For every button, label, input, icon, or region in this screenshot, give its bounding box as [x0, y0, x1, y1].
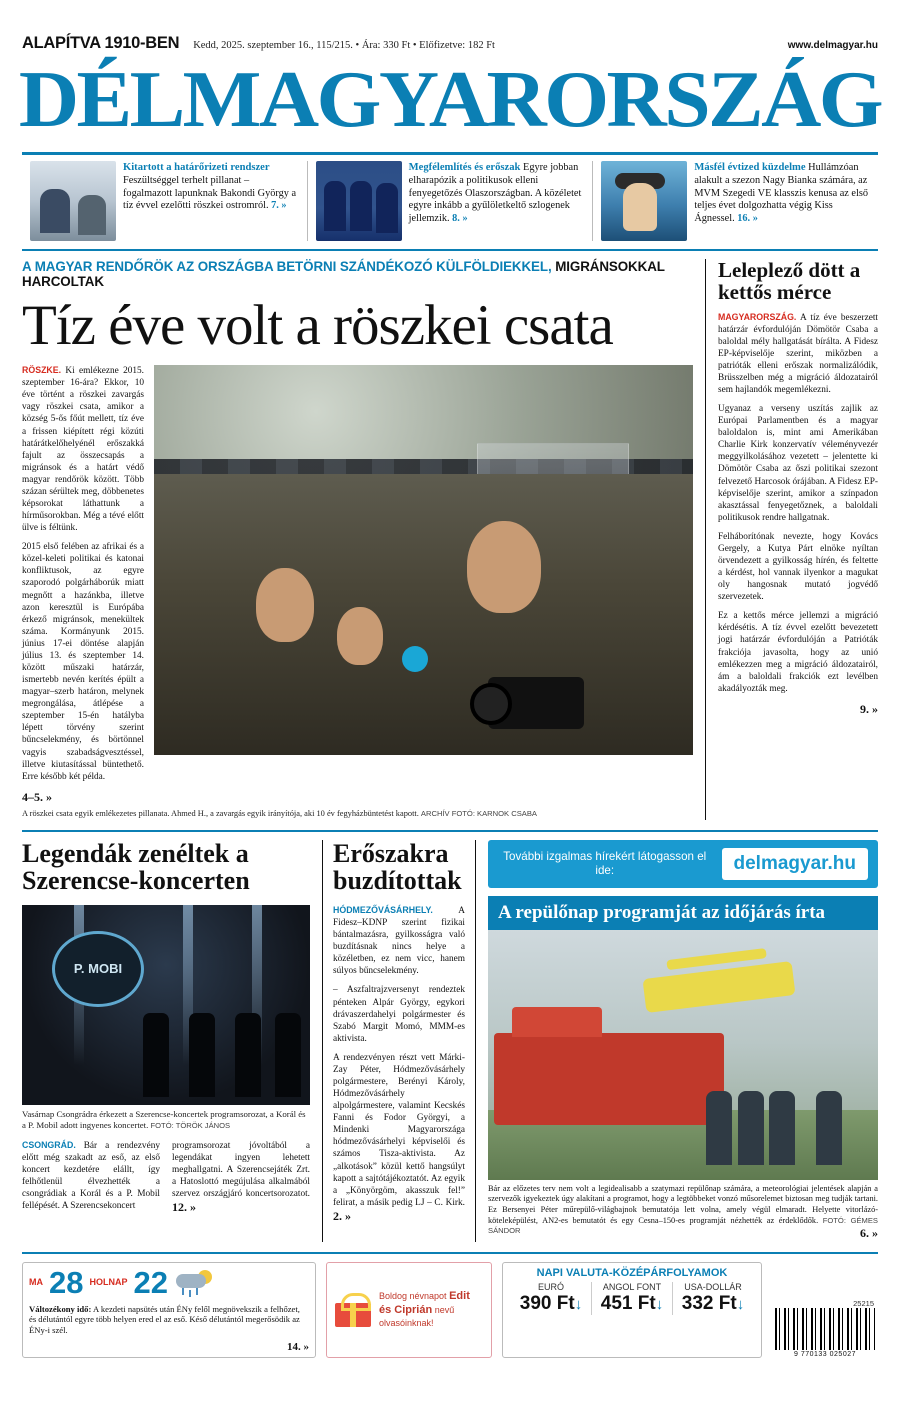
musician-silhouette-4	[275, 1013, 301, 1097]
teaser-strip	[22, 155, 878, 251]
protester-face-2	[256, 568, 314, 642]
lead-page-link-label: 4–5. »	[22, 789, 52, 804]
teaser-item-3[interactable]	[592, 161, 878, 241]
currency-value-usd	[673, 1293, 753, 1315]
currency-name-gbp: ANGOL FONT	[602, 1281, 662, 1292]
weather-summary-title: Változékony idő:	[29, 1303, 92, 1314]
footer-strip	[22, 1252, 878, 1358]
concert-paragraph-1-text: Bár a rendezvény előtt még szakadt az eső, az első koncert kezdetére elállt, így felhőtlenül élvezhették a csongrádiak a Korál és a P. Mobil fellépését. A Szerencsekoncert	[22, 1140, 161, 1212]
website-url[interactable]: www.delmagyar.hu	[787, 40, 878, 51]
lead-dateline: RÖSZKE.	[22, 365, 62, 376]
airshow-caption	[488, 1180, 878, 1241]
concert-page-link[interactable]: 12. »	[172, 1200, 196, 1215]
lead-photo	[154, 365, 693, 755]
promo-button[interactable]: delmagyar.hu	[722, 848, 869, 880]
nameday-names: Edit és Ciprián	[379, 1290, 470, 1317]
musician-silhouette-3	[235, 1013, 261, 1097]
currency-row	[511, 1282, 753, 1315]
currency-widget	[502, 1262, 762, 1358]
lead-paragraph-2: 2015 első felében az afrikai és a közel-keleti politikai és katonai konfliktusok, az egyre szaporodó polgárháborúk miatt megnőtt a hazánkba, illetve azon keresztül is Európába érkező migránsok, menekültek száma. Kormányunk 2015. június 17-ei döntése alapján július 13. és szeptember 14. között műszaki határzár, ismertebb nevén kerítés épült a magyar–szerb határon, melynek megrongálása, átlépése a szeptember 15-én hatályba lépett törvény szerint bűncselekmény, és börtönnel vagyis szabadságvesztéssel, illetve kiutasítással büntethető. Erre később két példa.	[22, 542, 144, 782]
currency-value-eur	[511, 1293, 591, 1315]
teaser-text-2	[409, 161, 585, 241]
lead-kicker-blue: A MAGYAR RENDŐRÖK AZ ORSZÁGBA BETÖRNI SZÁNDÉKOZÓ KÜLFÖLDIEKKEL,	[22, 259, 552, 274]
protester-face-1	[467, 521, 541, 613]
violence-paragraph-1	[333, 905, 465, 977]
rail-paragraph-1-text: A tíz éve beszerzett határzár évfordulóján Dömötör Csaba a baloldal mély hallgatását bírálta. A Fidesz EP-képviselője szerint, miközben a patrióták elleni erőszak normalizálódik, Brüsszelben még a migráció áldozatairól sem hajlandók megemlékezni.	[718, 312, 879, 395]
currency-trend-eur: ↓	[574, 1295, 583, 1313]
currency-value-usd-text: 332 Ft	[681, 1292, 737, 1314]
weather-page-link-label: 14. »	[287, 1340, 309, 1353]
currency-value-gbp-text: 451 Ft	[600, 1292, 656, 1314]
weather-top-row	[23, 1263, 315, 1302]
lead-kicker-black: MIGRÁNSOKKAL HARCOLTAK	[22, 259, 665, 289]
rail-paragraph-2: Ugyanaz a verseny uszítás zajlik az Európai Parlamentben és a magyar baloldalon is, mint ami Amerikában Charlie Kirk konzervatív véleményvezér meggyilkolásához vezetett – jelentette ki Dömötör Csaba az őszi politikai szezont felvezető Harcosok órájában. A Fidesz EP-képviselője szerint, amikor a színpadon akasztással fenyegetőznek, a baloldali politikusok rendre hallgatnak.	[718, 404, 878, 523]
weather-tomorrow-label: HOLNAP	[89, 1277, 128, 1288]
concert-dateline: CSONGRÁD.	[22, 1139, 76, 1150]
right-rail-story	[705, 259, 878, 820]
lower-section	[22, 830, 878, 1242]
teaser-title-2: Megfélemlítés és erőszak	[408, 162, 521, 173]
concert-headline: Legendák zenéltek a Szerencse-koncerten	[22, 838, 250, 896]
violence-page-link[interactable]: 2. »	[333, 1208, 351, 1223]
barcode-block	[772, 1262, 878, 1358]
rail-headline: Leleplező dött a kettős mérce	[718, 258, 861, 305]
nameday-text	[379, 1290, 485, 1329]
rail-page-link[interactable]	[718, 702, 878, 717]
gift-icon	[333, 1291, 373, 1329]
teaser-title-3: Másfél évtized küzdelme	[694, 162, 806, 173]
teaser-thumbnail-1	[30, 161, 116, 241]
violence-headline: Erőszakra buzdítottak	[333, 838, 462, 896]
lead-paragraph-1	[22, 365, 144, 534]
weather-summary-text: A kezdeti napsütés után ÉNy felől megnövekszik a felhőzet, és délutántól egyre több helyen ered el az eső. Késő délutántól megerősödik az ÉNy-i szél.	[29, 1303, 300, 1336]
violence-body	[333, 905, 465, 1224]
microphone-icon	[402, 646, 428, 672]
currency-cell-gbp	[591, 1282, 672, 1315]
band-logo	[52, 931, 144, 1007]
teaser-item-2[interactable]	[307, 161, 593, 241]
lead-text-column	[22, 365, 144, 805]
currency-name-eur: EURÓ	[537, 1281, 564, 1292]
spectator-2	[738, 1091, 764, 1165]
concert-photo	[22, 905, 310, 1105]
concert-body	[22, 1132, 310, 1221]
violence-paragraph-2: – Aszfaltrajzversenyt rendeztek pénteken Alpár György, egykori drávaszerdahelyi polgármester és Szabó Margit Momó, MMM-es aktivista.	[333, 985, 465, 1044]
violence-paragraph-3-text: A rendezvényen részt vett Márki-Zay Péter, Hódmezővásárhely polgármestere, Berényi Károly, Hódmezővásárhely alpolgármestere, valamint Kecskés Fanni és Fodor Györgyi, a Mindenki Magyarországa hódmezővásárhelyi képviselői és számos Tisza-aktivista. Az „alkotások” közül kettő hangsúlyt kapott a sajtótájékoztatót. Az egyik a „Könyörgöm, akasszuk fel!” felirat, a másik pedig LJ – C. Kirk.	[333, 1052, 465, 1208]
barcode-icon	[775, 1308, 875, 1350]
lead-paragraph-1-text: Ki emlékezne 2015. szeptember 16-ára? Ekkor, 10 éve történt a röszkei zavargás vagy röszkei csata, amikor a község 5-ős főút mellett, tíz éve a frissen kiépített régi közúti határátkelőhelyénél erőszakká fajult az összecsapás a migránsok és a határt védő magyar rendőrök között. Több százan sérültek meg, döbbenetes képsorokat láthattunk a hírműsorokban. Még a tévé előtt ülve is féltünk.	[22, 366, 144, 534]
concert-story	[22, 840, 323, 1242]
rail-page-link-label: 9. »	[860, 701, 878, 716]
concert-paragraph-2	[172, 1140, 310, 1216]
concert-paragraph-2-text: programsorozat jóvoltából a legendákat ingyen lehetett meghallgatni. A Szerencsejáték Zrt. a Hatoslottó megújulása alkalmából szervez országjáró koncertsorozatot.	[172, 1140, 310, 1200]
teaser-text-3	[694, 161, 870, 241]
lead-photo-caption	[22, 805, 693, 820]
teaser-body-1: Feszültséggel terhelt pillanat – fogalmazott lapunknak Bakondi György a tíz évvel ezelőtti röszkei ostromról.	[123, 174, 297, 212]
nameday-greeting: Boldog névnapot	[379, 1291, 447, 1302]
lead-page-link[interactable]	[22, 790, 144, 806]
gift-bow	[341, 1293, 371, 1311]
rail-dateline: MAGYARORSZÁG.	[718, 311, 797, 322]
spectator-4	[816, 1091, 842, 1165]
weather-summary	[23, 1302, 315, 1341]
currency-value-gbp	[592, 1293, 672, 1315]
spectator-3	[769, 1091, 795, 1165]
cloud-sun-rain-icon	[174, 1268, 214, 1296]
lead-kicker	[22, 259, 693, 295]
lead-photo-credit: ARCHÍV FOTÓ: KARNOK CSABA	[420, 809, 537, 819]
teaser-body-2: Egyre jobban elharapózik a politikusok elleni fenyegetőzés Olaszországban. A közéletet egyre inkább a gyűlöletkeltő szlogenek jellemzik.	[408, 162, 582, 225]
currency-trend-gbp: ↓	[655, 1295, 664, 1313]
cloud-icon	[176, 1274, 206, 1288]
protester-face-3	[337, 607, 383, 665]
camera-icon	[488, 677, 584, 729]
teaser-page-3[interactable]: 16. »	[737, 213, 758, 225]
currency-title: NAPI VALUTA-KÖZÉPÁRFOLYAMOK	[536, 1266, 728, 1279]
teaser-page-1[interactable]: 7. »	[271, 200, 287, 212]
teaser-page-2[interactable]: 8. »	[452, 213, 468, 225]
lead-body-wrap	[22, 365, 693, 805]
weather-today-value: 28	[49, 1264, 84, 1300]
teaser-thumbnail-3	[601, 161, 687, 241]
nameday-widget	[326, 1262, 492, 1358]
musician-silhouette-1	[143, 1013, 169, 1097]
currency-name-usd: USA-DOLLÁR	[684, 1281, 742, 1292]
lead-story	[22, 259, 705, 820]
airshow-photo	[488, 930, 878, 1180]
concert-paragraph-1	[22, 1140, 160, 1212]
violence-story	[323, 840, 476, 1242]
teaser-thumbnail-2	[316, 161, 402, 241]
main-section	[22, 251, 878, 820]
musician-silhouette-2	[189, 1013, 215, 1097]
issue-info: Kedd, 2025. szeptember 16., 115/215. • Ára: 330 Ft • Előfizetve: 182 Ft	[193, 40, 495, 51]
lead-headline: Tíz éve volt a röszkei csata	[22, 294, 613, 357]
weather-today-label: MA	[29, 1277, 43, 1288]
currency-value-eur-text: 390 Ft	[519, 1292, 575, 1314]
airshow-page-link[interactable]: 6. »	[860, 1226, 878, 1241]
rain-icon	[182, 1288, 184, 1295]
teaser-title-1: Kitartott a határőrizeti rendszer	[123, 162, 270, 173]
barcode-number-text: 9 770133 025027	[794, 1350, 856, 1358]
crowd-mass	[154, 474, 693, 755]
teaser-body-3: Hullámzóan alakult a szezon Nagy Bianka számára, az MVM Szegedi VE klasszis kenusa az első teljes évet dolgozhatta végig Kiss Ágnessel.	[694, 162, 869, 225]
concert-photo-credit: FOTÓ: TÖRÖK JÁNOS	[150, 1121, 231, 1131]
barcode-issue-number: 25215	[853, 1298, 874, 1308]
weather-page-link[interactable]	[23, 1341, 315, 1357]
airshow-photo-credit: FOTÓ: GÉMES SÁNDOR	[488, 1215, 878, 1236]
lead-photo-caption-text: A röszkei csata egyik emlékezetes pillanata. Ahmed H., a zavargás egyik irányítója, aki 10 év fegyházbüntetést kapott.	[22, 809, 419, 819]
rail-paragraph-1	[718, 312, 878, 397]
teaser-text-1	[123, 161, 299, 241]
weather-tomorrow-value: 22	[133, 1264, 168, 1300]
airshow-block	[476, 840, 878, 1242]
promo-text: További izgalmas hírekért látogasson el ide:	[503, 849, 707, 877]
founded-label: ALAPÍTVA 1910-BEN	[22, 34, 180, 52]
rail-paragraph-3: Felháborítónak nevezte, hogy Kovács Gergely, a Kutya Párt elnöke nyíltan örvendezett a gyilkosság hírén, és feltette a kérdést, hol vannak ilyenkor a magukat oly hangosnak mutató jogvédő szervezetek.	[718, 531, 878, 603]
currency-trend-usd: ↓	[736, 1295, 745, 1313]
weather-widget	[22, 1262, 316, 1358]
spectator-1	[706, 1091, 732, 1165]
violence-paragraph-3	[333, 1052, 465, 1225]
masthead-top	[0, 0, 900, 53]
violence-dateline: HÓDMEZŐVÁSÁRHELY.	[333, 904, 433, 915]
airshow-caption-text: Bár az előzetes terv nem volt a legidealisabb a szatymazi repülőnap számára, a meteorológiai jelentések alapján a szervezők igyekeztek úgy alakítani a programot, hogy a legtöbbeket vonzó műsorelemet biztosan meg tudják tartani. Ez Bersenyei Péter műrepülő-világbajnok bemutatója lett volna, amely végül elmaradt. Helyette vitorlázó-köteleképülést, AN2-es bemutatót és egy Cesna–150-es programját nézhették az érdeklődők.	[488, 1183, 878, 1225]
concert-caption-text: Vasárnap Csongrádra érkezett a Szerencse-koncertek programsorozat, a Korál és a P. Mobil adott ingyenes koncertet.	[22, 1108, 306, 1131]
currency-cell-eur	[511, 1282, 591, 1315]
concert-caption	[22, 1105, 310, 1132]
page-title: DÉLMAGYARORSZÁG	[18, 54, 882, 144]
currency-cell-usd	[672, 1282, 753, 1315]
fire-truck	[494, 1033, 724, 1125]
nameday-suffix: nevű olvasóinknak!	[379, 1305, 455, 1328]
teaser-item-1[interactable]	[22, 161, 307, 241]
website-promo-banner[interactable]	[488, 840, 878, 888]
rail-body	[718, 312, 878, 695]
airshow-headline: A repülőnap programját az időjárás írta	[488, 896, 878, 930]
violence-paragraph-1-text: A Fidesz–KDNP szerint fizikai bántalmazásra, gyilkosságra való buzdításnak nincs helye a közéletben, ez nem vicc, hanem súlyos bűncselekmény.	[333, 905, 465, 977]
rail-paragraph-4: Ez a kettős mérce jellemzi a migráció kérdésétis. A tíz évvel ezelőtt bevezetett jogi határzár évfordulóján a Patrióták frakciója javasolta, hogy az unió emlékezzen meg a migráció áldozatairól, ám a baloldali frakciók ezt levélben akadályozták meg.	[718, 611, 878, 694]
